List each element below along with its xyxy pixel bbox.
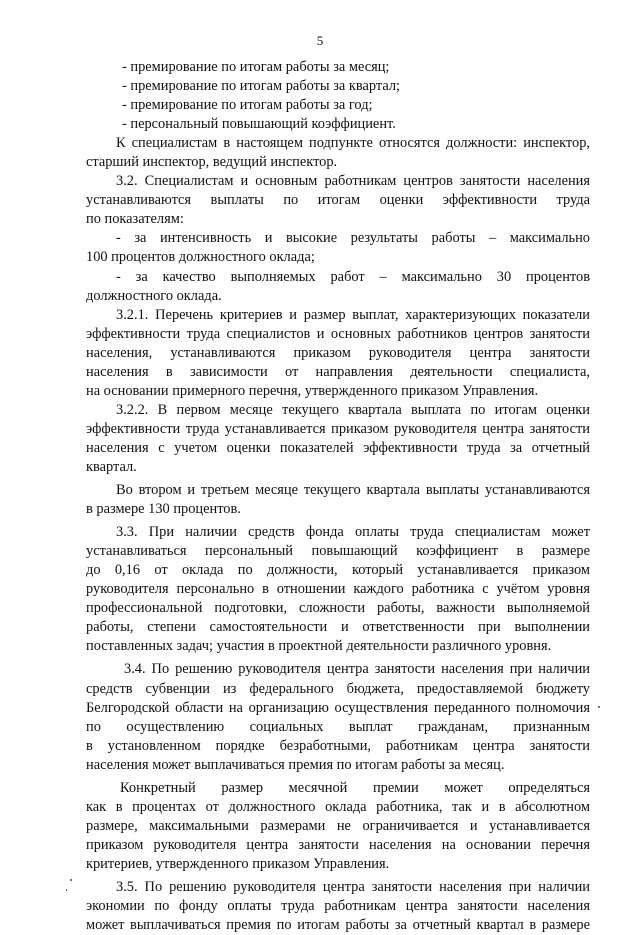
scan-speck [66, 889, 67, 891]
text-line: в размере 130 процентов. [86, 501, 241, 518]
bullet-line: - премирование по итогам работы за месяц; [122, 59, 390, 75]
scan-speck [598, 706, 600, 708]
bullet-line: - персональный повышающий коэффициент. [122, 116, 396, 133]
text-line: критериев, утвержденного приказом Управления. [86, 855, 390, 872]
text-line: по осуществлению социальных выплат гражданам, признанным [86, 718, 590, 735]
page-number: 5 [316, 33, 324, 48]
text-line: эффективности труда специалистов и основных работников центров занятости [86, 325, 590, 342]
bullet-line: - за качество выполняемых работ – максимально 30 процентов [116, 268, 590, 285]
section-3-2-2-heading-line: 3.2.2. В первом месяце текущего квартала выплата по итогам оценки [116, 401, 590, 418]
text-line: Конкретный размер месячной премии может определяться [120, 779, 590, 796]
text-line: по показателям: [86, 211, 184, 228]
text-line: работы, степени самостоятельности и ответственности при выполнении [86, 619, 590, 636]
section-3-5-heading-line: 3.5. По решению руководителя центра занятости населения при наличии [116, 878, 590, 895]
text-line: на основании примерного перечня, утвержденного приказом Управления. [86, 382, 539, 399]
section-3-2-1-heading-line: 3.2.1. Перечень критериев и размер выплат, характеризующих показатели [116, 306, 590, 323]
text-line: может выплачиваться премия по итогам работы за отчетный квартал в размере [86, 917, 590, 934]
text-line: экономии по фонду оплаты труда работникам центра занятости населения [86, 898, 590, 915]
text-line: поставленных задач; участия в проектной деятельности различного уровня. [86, 638, 552, 655]
bullet-line: - премирование по итогам работы за год; [122, 97, 373, 114]
text-line: в установленном порядке безработными, работникам центра занятости [86, 737, 590, 754]
text-line: средств субвенции из федерального бюджета, предоставляемой бюджету [86, 680, 590, 697]
text-line: должностного оклада. [86, 287, 222, 304]
text-line: старший инспектор, ведущий инспектор. [86, 154, 338, 171]
text-line: Белгородской области на организацию осуществления переданного полномочия [86, 699, 590, 716]
section-3-4-heading-line: 3.4. По решению руководителя центра занятости населения при наличии [124, 661, 590, 678]
document-body [86, 58, 590, 935]
text-line: квартал. [86, 458, 137, 475]
text-line: населения, устанавливаются приказом руководителя центра занятости [86, 344, 590, 361]
text-line: до 0,16 от оклада по должности, который устанавливается приказом [86, 562, 590, 579]
text-line: 100 процентов должностного оклада; [86, 249, 315, 266]
text-line: населения в зависимости от направления деятельности специалиста, [86, 363, 590, 380]
text-line: размере, максимальными размерами не ограничивается и устанавливается [86, 817, 590, 834]
text-line: как в процентах от должностного оклада работника, так и в абсолютном [86, 798, 590, 815]
text-line: профессиональной подготовки, сложности работы, важности выполняемой [86, 600, 590, 617]
text-line: эффективности труда устанавливается приказом руководителя центра занятости [86, 420, 590, 437]
section-3-3-heading-line: 3.3. При наличии средств фонда оплаты труда специалистам может [116, 524, 590, 541]
bullet-line: - за интенсивность и высокие результаты работы – максимально [116, 230, 590, 247]
text-line: К специалистам в настоящем подпункте относятся должности: инспектор, [116, 135, 590, 152]
section-3-2-heading-line: 3.2. Специалистам и основным работникам центров занятости населения [116, 173, 590, 190]
text-line: приказом руководителя центра занятости населения на основании перечня [86, 836, 590, 853]
text-line: руководителя персонально в отношении каждого работника с учётом уровня [86, 581, 590, 598]
scan-speck [70, 879, 72, 881]
text-line: населения может выплачиваться премия по итогам работы за месяц. [86, 756, 505, 773]
text-line: Во втором и третьем месяце текущего квартала выплаты устанавливаются [116, 482, 590, 499]
text-line: устанавливаются выплаты по итогам оценки эффективности труда [86, 192, 590, 209]
bullet-line: - премирование по итогам работы за квартал; [122, 78, 401, 95]
text-line: населения с учетом оценки показателей эффективности труда за отчетный [86, 439, 590, 456]
text-line: устанавливаться персональный повышающий коэффициент в размере [86, 543, 590, 560]
